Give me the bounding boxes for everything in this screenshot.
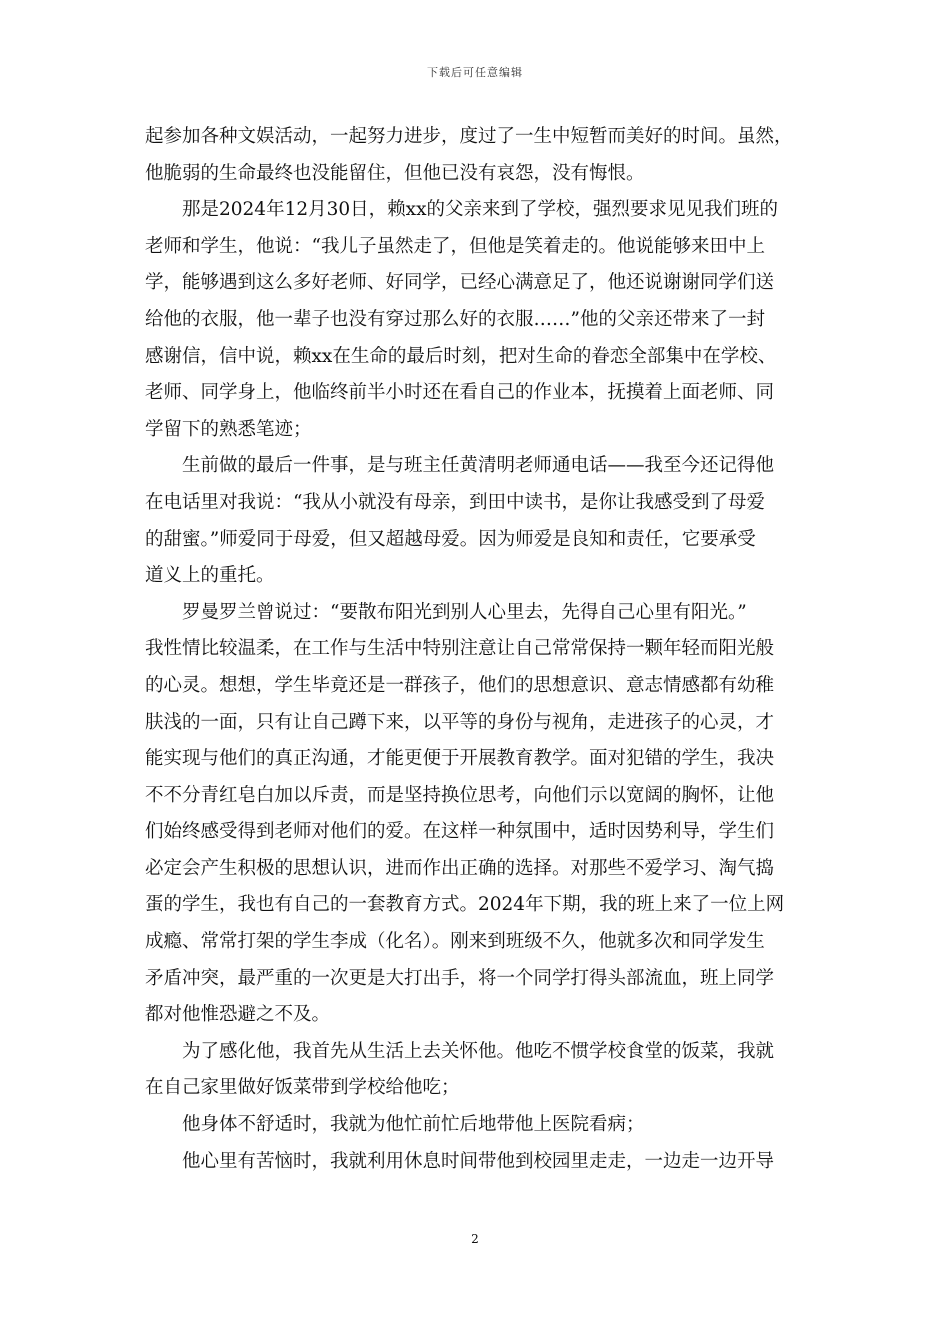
text-line: 必定会产生积极的思想认识，进而作出正确的选择。对那些不爱学习、淘气捣 <box>145 857 775 879</box>
text-line: 他身体不舒适时，我就为他忙前忙后地带他上医院看病； <box>182 1114 645 1136</box>
text-line: 他心里有苦恼时，我就利用休息时间带他到校园里走走，一边走一边开导 <box>182 1150 775 1172</box>
text-line: 老师和学生，他说：“我儿子虽然走了，但他是笑着走的。他说能够来田中上 <box>145 235 765 257</box>
text-line: 老师、同学身上，他临终前半小时还在看自己的作业本，抚摸着上面老师、同 <box>145 382 775 404</box>
text-line: 我性情比较温柔，在工作与生活中特别注意让自己常常保持一颗年轻而阳光般 <box>145 638 775 660</box>
text-line: 在电话里对我说：“我从小就没有母亲，到田中读书，是你让我感受到了母爱 <box>145 491 765 513</box>
text-line: 们始终感受得到老师对他们的爱。在这样一种氛围中，适时因势利导，学生们 <box>145 821 775 843</box>
text-line: 他脆弱的生命最终也没能留住，但他已没有哀怨，没有悔恨。 <box>145 162 645 184</box>
text-line: 的心灵。想想，学生毕竟还是一群孩子，他们的思想意识、意志情感都有幼稚 <box>145 674 775 696</box>
text-line: 的甜蜜。”师爱同于母爱，但又超越母爱。因为师爱是良知和责任，它要承受 <box>145 528 756 550</box>
text-line: 感谢信，信中说，赖xx在生命的最后时刻，把对生命的眷恋全部集中在学校、 <box>145 345 777 367</box>
text-line: 肤浅的一面，只有让自己蹲下来，以平等的身份与视角，走进孩子的心灵，才 <box>145 711 775 733</box>
text-line: 学，能够遇到这么多好老师、好同学，已经心满意足了，他还说谢谢同学们送 <box>145 272 775 294</box>
text-line: 给他的衣服，他一辈子也没有穿过那么好的衣服……”他的父亲还带来了一封 <box>145 308 765 330</box>
text-line: 道义上的重托。 <box>145 565 275 587</box>
text-line: 那是2024年12月30日，赖xx的父亲来到了学校，强烈要求见见我们班的 <box>182 199 779 221</box>
page-header: 下载后可任意编辑 <box>427 66 523 79</box>
page-number: 2 <box>471 1232 479 1246</box>
text-line: 不不分青红皂白加以斥责，而是坚持换位思考，向他们示以宽阔的胸怀，让他 <box>145 784 775 806</box>
text-line: 生前做的最后一件事，是与班主任黄清明老师通电话——我至今还记得他 <box>182 455 775 477</box>
text-line: 学留下的熟悉笔迹； <box>145 418 312 440</box>
text-line: 为了感化他，我首先从生活上去关怀他。他吃不惯学校食堂的饭菜，我就 <box>182 1040 775 1062</box>
body-text <box>145 119 809 1180</box>
text-line: 起参加各种文娱活动，一起努力进步，度过了一生中短暂而美好的时间。虽然， <box>145 126 793 147</box>
text-line: 都对他惟恐避之不及。 <box>145 1004 331 1026</box>
text-line: 能实现与他们的真正沟通，才能更便于开展教育教学。面对犯错的学生，我决 <box>145 748 775 770</box>
text-line: 在自己家里做好饭菜带到学校给他吃； <box>145 1077 460 1099</box>
text-line: 成瘾、常常打架的学生李成（化名）。刚来到班级不久，他就多次和同学发生 <box>145 931 765 953</box>
text-line: 罗曼罗兰曾说过：“要散布阳光到别人心里去，先得自己心里有阳光。” <box>182 601 747 623</box>
text-line: 矛盾冲突，最严重的一次更是大打出手，将一个同学打得头部流血，班上同学 <box>145 967 775 989</box>
text-line: 蛋的学生，我也有自己的一套教育方式。2024年下期，我的班上来了一位上网 <box>145 894 785 916</box>
